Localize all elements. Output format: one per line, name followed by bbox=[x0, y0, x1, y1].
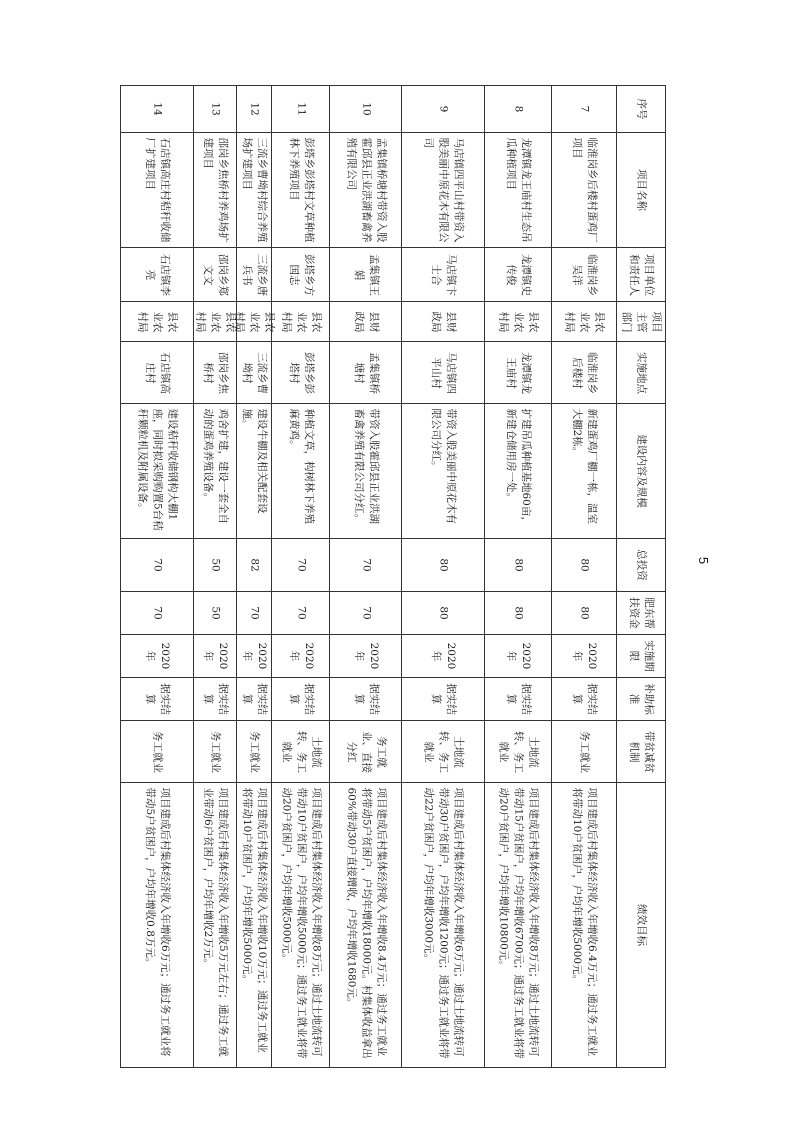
location-cell bbox=[193, 341, 237, 404]
name-cell-text: 三流乡曹坳村综合养殖场扩建项目 bbox=[241, 137, 268, 243]
header-invest-cell-text: 总投资 bbox=[635, 549, 648, 581]
dept-cell-text: 县农业农村局 bbox=[497, 311, 540, 332]
seq-cell-text: 8 bbox=[512, 105, 525, 113]
location-cell bbox=[236, 341, 272, 404]
name-cell-text: 临淮岗乡后楼村蛋鸡厂项目 bbox=[571, 137, 598, 243]
content-cell bbox=[401, 403, 485, 539]
header-period-cell-text: 实施期限 bbox=[628, 640, 655, 672]
location-cell bbox=[271, 341, 330, 404]
goal-cell-text: 项目建成后村集体经济收入年增收8万元；通过土地流转可带动15户贫困户，户均年增收6700元；通过务工就业将带动20户贫困户，户均年增收10800元。 bbox=[497, 787, 540, 1059]
period-cell-text: 2020年 bbox=[144, 642, 171, 670]
dept-cell bbox=[120, 301, 194, 342]
period-cell-text: 2020年 bbox=[430, 642, 457, 670]
invest-cell bbox=[120, 538, 194, 592]
mechanism-cell-text: 务工就业 bbox=[151, 730, 164, 773]
content-cell-text: 建设秸秆收储钢构大棚1座，同时拟采购购置5台秸秆颗粒机及附属设备。 bbox=[136, 408, 179, 531]
unit-cell-text: 马店镇卞士合 bbox=[430, 253, 457, 296]
content-cell-text: 带资入股霍邱县正业洪湖畜禽养殖有限公司分红。 bbox=[352, 408, 380, 524]
unit-cell bbox=[329, 247, 402, 302]
fund-cell-text: 50 bbox=[209, 606, 222, 620]
mechanism-cell bbox=[329, 720, 402, 783]
content-cell bbox=[329, 403, 402, 539]
period-cell-text: 2020年 bbox=[287, 642, 315, 670]
unit-cell bbox=[271, 247, 330, 302]
standard-cell-text: 据实结算 bbox=[571, 683, 598, 715]
dept-cell-text: 县农业农村局 bbox=[136, 311, 179, 332]
period-cell bbox=[120, 634, 194, 678]
fund-cell bbox=[193, 591, 237, 635]
fund-cell-text: 70 bbox=[295, 606, 307, 620]
page-number: 5 bbox=[696, 556, 712, 565]
invest-cell bbox=[484, 538, 552, 592]
invest-cell-text: 50 bbox=[209, 558, 222, 572]
mechanism-cell bbox=[193, 720, 237, 783]
header-goal-cell bbox=[616, 782, 666, 1068]
mechanism-cell bbox=[271, 720, 330, 783]
unit-cell-text: 三流乡唐兵书 bbox=[241, 253, 268, 296]
content-cell bbox=[551, 403, 617, 539]
seq-cell-text: 13 bbox=[209, 102, 222, 116]
unit-cell bbox=[236, 247, 272, 302]
unit-cell bbox=[193, 247, 237, 302]
invest-cell bbox=[236, 538, 272, 592]
fund-cell-text: 80 bbox=[437, 606, 450, 620]
seq-cell-text: 9 bbox=[437, 105, 450, 113]
period-cell bbox=[551, 634, 617, 678]
seq-cell bbox=[120, 85, 194, 133]
fund-cell bbox=[401, 591, 485, 635]
header-unit-cell-text: 项目单位和责任人 bbox=[628, 253, 655, 296]
mechanism-cell-text: 务工就业、直接分红 bbox=[345, 730, 387, 773]
goal-cell bbox=[551, 782, 617, 1068]
fund-cell-text: 80 bbox=[578, 606, 591, 620]
unit-cell bbox=[120, 247, 194, 302]
mechanism-cell bbox=[120, 720, 194, 783]
fund-cell bbox=[551, 591, 617, 635]
invest-cell bbox=[551, 538, 617, 592]
content-cell-text: 种植文草，构树林下养殖麻黄鸡。 bbox=[287, 408, 315, 524]
header-location-cell bbox=[616, 341, 666, 404]
name-cell bbox=[271, 132, 330, 248]
header-content-cell-text: 建设内容及规模 bbox=[635, 434, 648, 508]
location-cell-text: 彭塔乡彭塔村 bbox=[287, 351, 315, 394]
header-period-cell bbox=[616, 634, 666, 678]
unit-cell bbox=[551, 247, 617, 302]
location-cell-text: 石店镇高庄村 bbox=[144, 351, 171, 394]
period-cell bbox=[329, 634, 402, 678]
standard-cell bbox=[193, 677, 237, 721]
standard-cell-text: 据实结算 bbox=[202, 683, 229, 715]
name-cell-text: 龙潭镇龙王庙村生态吊瓜种植项目 bbox=[505, 137, 532, 243]
seq-cell bbox=[236, 85, 272, 133]
header-standard-cell bbox=[616, 677, 666, 721]
period-cell bbox=[401, 634, 485, 678]
dept-cell bbox=[233, 301, 276, 342]
seq-cell-text: 14 bbox=[151, 102, 164, 116]
invest-cell-text: 82 bbox=[248, 558, 261, 572]
content-cell bbox=[484, 403, 552, 539]
dept-cell-text: 县农业农村局 bbox=[194, 311, 237, 332]
name-cell-text: 孟集镇桥塘村带资入股霍邱县正业洪湖畜禽养殖有限公司 bbox=[345, 137, 387, 243]
standard-cell bbox=[551, 677, 617, 721]
content-cell bbox=[193, 403, 237, 539]
goal-cell bbox=[484, 782, 552, 1068]
header-location-cell-text: 实施地点 bbox=[635, 351, 648, 394]
seq-cell bbox=[551, 85, 617, 133]
mechanism-cell-text: 务工就业 bbox=[248, 730, 261, 773]
goal-cell-text: 项目建成后村集体经济收入年增收6.4万元；通过务工就业将带动10户贫困户，户均年增收5000元。 bbox=[571, 787, 598, 1057]
goal-cell bbox=[120, 782, 194, 1068]
header-name-cell-text: 项目名称 bbox=[635, 169, 648, 211]
unit-cell-text: 临淮岗乡吴洋 bbox=[571, 253, 598, 296]
dept-cell bbox=[193, 301, 237, 342]
fund-cell-text: 70 bbox=[248, 606, 261, 620]
content-cell bbox=[271, 403, 330, 539]
goal-cell-text: 项目建成后村集体经济收入年增收5万元左右；通过务工就业带动6户贫困户，户均年增收2万元。 bbox=[202, 787, 229, 1057]
name-cell-text: 彭塔乡彭塔村文草种植林下养殖项目 bbox=[287, 137, 315, 243]
goal-cell-text: 项目建成后村集体经济收入年增收8万元；通过土地流转可带动10户贫困户，户均年增收5000元；通过务工就业将带动20户贫困户，户均年增收5000元。 bbox=[280, 787, 322, 1059]
location-cell bbox=[329, 341, 402, 404]
invest-cell bbox=[329, 538, 402, 592]
period-cell-text: 2020年 bbox=[241, 642, 268, 670]
fund-cell bbox=[484, 591, 552, 635]
mechanism-cell-text: 务工就业 bbox=[578, 730, 591, 773]
seq-cell bbox=[484, 85, 552, 133]
period-cell-text: 2020年 bbox=[202, 642, 229, 670]
dept-cell bbox=[484, 301, 552, 342]
name-cell bbox=[120, 132, 194, 248]
header-mechanism-cell-text: 带贫减贫机制 bbox=[628, 730, 655, 773]
header-goal-cell-text: 绩效目标 bbox=[635, 904, 648, 946]
standard-cell-text: 据实结算 bbox=[241, 683, 268, 715]
location-cell bbox=[401, 341, 485, 404]
mechanism-cell bbox=[401, 720, 485, 783]
dept-cell bbox=[329, 301, 402, 342]
standard-cell bbox=[484, 677, 552, 721]
fund-cell bbox=[236, 591, 272, 635]
dept-cell-text: 县农业农村局 bbox=[233, 311, 276, 332]
name-cell bbox=[401, 132, 485, 248]
unit-cell-text: 龙潭镇史传俊 bbox=[505, 253, 532, 296]
unit-cell-text: 石店镇李亮 bbox=[144, 253, 171, 296]
location-cell bbox=[120, 341, 194, 404]
header-seq-cell bbox=[616, 85, 666, 133]
goal-cell bbox=[193, 782, 237, 1068]
invest-cell-text: 80 bbox=[578, 558, 591, 572]
header-seq-cell-text: 序号 bbox=[635, 98, 648, 120]
header-fund-cell bbox=[616, 591, 666, 635]
name-cell bbox=[484, 132, 552, 248]
name-cell-text: 邵岗乡焦桥村养鸡场扩建项目 bbox=[202, 137, 229, 243]
content-cell-text: 建设牛棚及相关配套设施。 bbox=[241, 408, 268, 514]
period-cell-text: 2020年 bbox=[571, 642, 598, 670]
project-table bbox=[120, 85, 665, 1067]
content-cell-text: 鸡舍扩建，建设一套全自动的蛋鸡养殖设备。 bbox=[202, 408, 229, 524]
period-cell-text: 2020年 bbox=[505, 642, 532, 670]
location-cell-text: 三流乡曹坳村 bbox=[241, 351, 268, 394]
seq-cell-text: 12 bbox=[248, 102, 261, 116]
standard-cell-text: 据实结算 bbox=[430, 683, 457, 715]
fund-cell-text: 70 bbox=[360, 606, 372, 620]
standard-cell bbox=[401, 677, 485, 721]
content-cell bbox=[120, 403, 194, 539]
header-dept-cell-text: 项目主管部门 bbox=[620, 311, 663, 332]
name-cell bbox=[551, 132, 617, 248]
period-cell bbox=[271, 634, 330, 678]
location-cell-text: 龙潭镇龙王庙村 bbox=[505, 351, 532, 394]
header-content-cell bbox=[616, 403, 666, 539]
mechanism-cell-text: 务工就业 bbox=[209, 730, 222, 773]
mechanism-cell-text: 土地流转、务工就业 bbox=[497, 730, 540, 773]
seq-cell bbox=[271, 85, 330, 133]
mechanism-cell bbox=[236, 720, 272, 783]
standard-cell bbox=[120, 677, 194, 721]
fund-cell bbox=[120, 591, 194, 635]
mechanism-cell-text: 土地流转、务工就业 bbox=[422, 730, 465, 773]
fund-cell bbox=[329, 591, 402, 635]
mechanism-cell-text: 土地流转、务工就业 bbox=[280, 730, 322, 773]
period-cell bbox=[236, 634, 272, 678]
dept-cell-text: 县农业农村局 bbox=[563, 311, 606, 332]
dept-cell-text: 县农业农村局 bbox=[280, 311, 322, 332]
header-unit-cell bbox=[616, 247, 666, 302]
dept-cell bbox=[401, 301, 485, 342]
fund-cell-text: 80 bbox=[512, 606, 525, 620]
content-cell bbox=[236, 403, 272, 539]
seq-cell bbox=[193, 85, 237, 133]
name-cell bbox=[329, 132, 402, 248]
goal-cell bbox=[236, 782, 272, 1068]
standard-cell bbox=[329, 677, 402, 721]
standard-cell-text: 据实结算 bbox=[352, 683, 380, 715]
invest-cell-text: 80 bbox=[512, 558, 525, 572]
dept-cell bbox=[551, 301, 617, 342]
header-invest-cell bbox=[616, 538, 666, 592]
goal-cell-text: 项目建成后村集体经济收入年增收6万元；通过务工就业将带动5户贫困户，户均年增收0.8万元。 bbox=[144, 787, 171, 1057]
header-name-cell bbox=[616, 132, 666, 248]
seq-cell bbox=[329, 85, 402, 133]
fund-cell-text: 70 bbox=[151, 606, 164, 620]
header-fund-cell-text: 肥东帮扶资金 bbox=[628, 597, 655, 629]
mechanism-cell bbox=[484, 720, 552, 783]
location-cell bbox=[551, 341, 617, 404]
name-cell-text: 石店镇高庄村秸秆收储厂扩建项目 bbox=[144, 137, 171, 243]
seq-cell-text: 11 bbox=[295, 102, 307, 116]
standard-cell bbox=[271, 677, 330, 721]
dept-cell bbox=[271, 301, 330, 342]
dept-cell-text: 县财政局 bbox=[352, 311, 380, 332]
unit-cell bbox=[401, 247, 485, 302]
standard-cell-text: 据实结算 bbox=[144, 683, 171, 715]
goal-cell-text: 项目建成后村集体经济收入年增收6万元；通过土地流转可带动30户贫困户，户均年增收1200元；通过务工就业将带动22户贫困户，户均年增收3000元。 bbox=[422, 787, 465, 1059]
invest-cell bbox=[271, 538, 330, 592]
unit-cell bbox=[484, 247, 552, 302]
content-cell-text: 扩建吊瓜种植基地60亩，新建仓储用房一处。 bbox=[505, 408, 532, 527]
name-cell-text: 马店镇四平山村带资入股美丽中原花木有限公司 bbox=[422, 137, 465, 243]
standard-cell-text: 据实结算 bbox=[287, 683, 315, 715]
invest-cell-text: 70 bbox=[151, 558, 164, 572]
location-cell-text: 孟集镇桥塘村 bbox=[352, 351, 380, 394]
invest-cell-text: 70 bbox=[295, 558, 307, 572]
dept-cell-text: 县财政局 bbox=[430, 311, 457, 332]
goal-cell-text: 项目建成后村集体经济收入年增收8.4万元；通过务工就业将带动5户贫困户，户均年增收18000元。村集体收益拿出60%带动30户直接增收，户均年增收1680元。 bbox=[345, 787, 387, 1059]
location-cell-text: 临淮岗乡后楼村 bbox=[571, 351, 598, 394]
header-dept-cell bbox=[616, 301, 666, 342]
goal-cell-text: 项目建成后村集体经济收入年增收10万元；通过务工就业将带动10户贫困户，户均年增收5000元。 bbox=[241, 787, 268, 1053]
location-cell bbox=[484, 341, 552, 404]
standard-cell bbox=[236, 677, 272, 721]
name-cell bbox=[236, 132, 272, 248]
period-cell-text: 2020年 bbox=[352, 642, 380, 670]
location-cell-text: 马店镇四平山村 bbox=[430, 351, 457, 394]
invest-cell bbox=[401, 538, 485, 592]
unit-cell-text: 孟集镇王娟 bbox=[352, 253, 380, 296]
name-cell bbox=[193, 132, 237, 248]
period-cell bbox=[193, 634, 237, 678]
goal-cell bbox=[401, 782, 485, 1068]
invest-cell bbox=[193, 538, 237, 592]
invest-cell-text: 70 bbox=[360, 558, 372, 572]
invest-cell-text: 80 bbox=[437, 558, 450, 572]
seq-cell bbox=[401, 85, 485, 133]
content-cell-text: 带资入股美丽中原花木有限公司分红。 bbox=[430, 408, 457, 524]
standard-cell-text: 据实结算 bbox=[505, 683, 532, 715]
goal-cell bbox=[329, 782, 402, 1068]
mechanism-cell bbox=[551, 720, 617, 783]
header-mechanism-cell bbox=[616, 720, 666, 783]
goal-cell bbox=[271, 782, 330, 1068]
seq-cell-text: 10 bbox=[360, 102, 372, 116]
location-cell-text: 邵岗乡焦桥村 bbox=[202, 351, 229, 394]
unit-cell-text: 邵岗乡郑文文 bbox=[202, 253, 229, 296]
seq-cell-text: 7 bbox=[578, 105, 591, 113]
fund-cell bbox=[271, 591, 330, 635]
unit-cell-text: 彭塔乡方国志 bbox=[287, 253, 315, 296]
period-cell bbox=[484, 634, 552, 678]
header-standard-cell-text: 补助标准 bbox=[628, 683, 655, 715]
content-cell-text: 新建蛋鸡厂棚一栋，温室大棚2栋。 bbox=[571, 408, 598, 524]
